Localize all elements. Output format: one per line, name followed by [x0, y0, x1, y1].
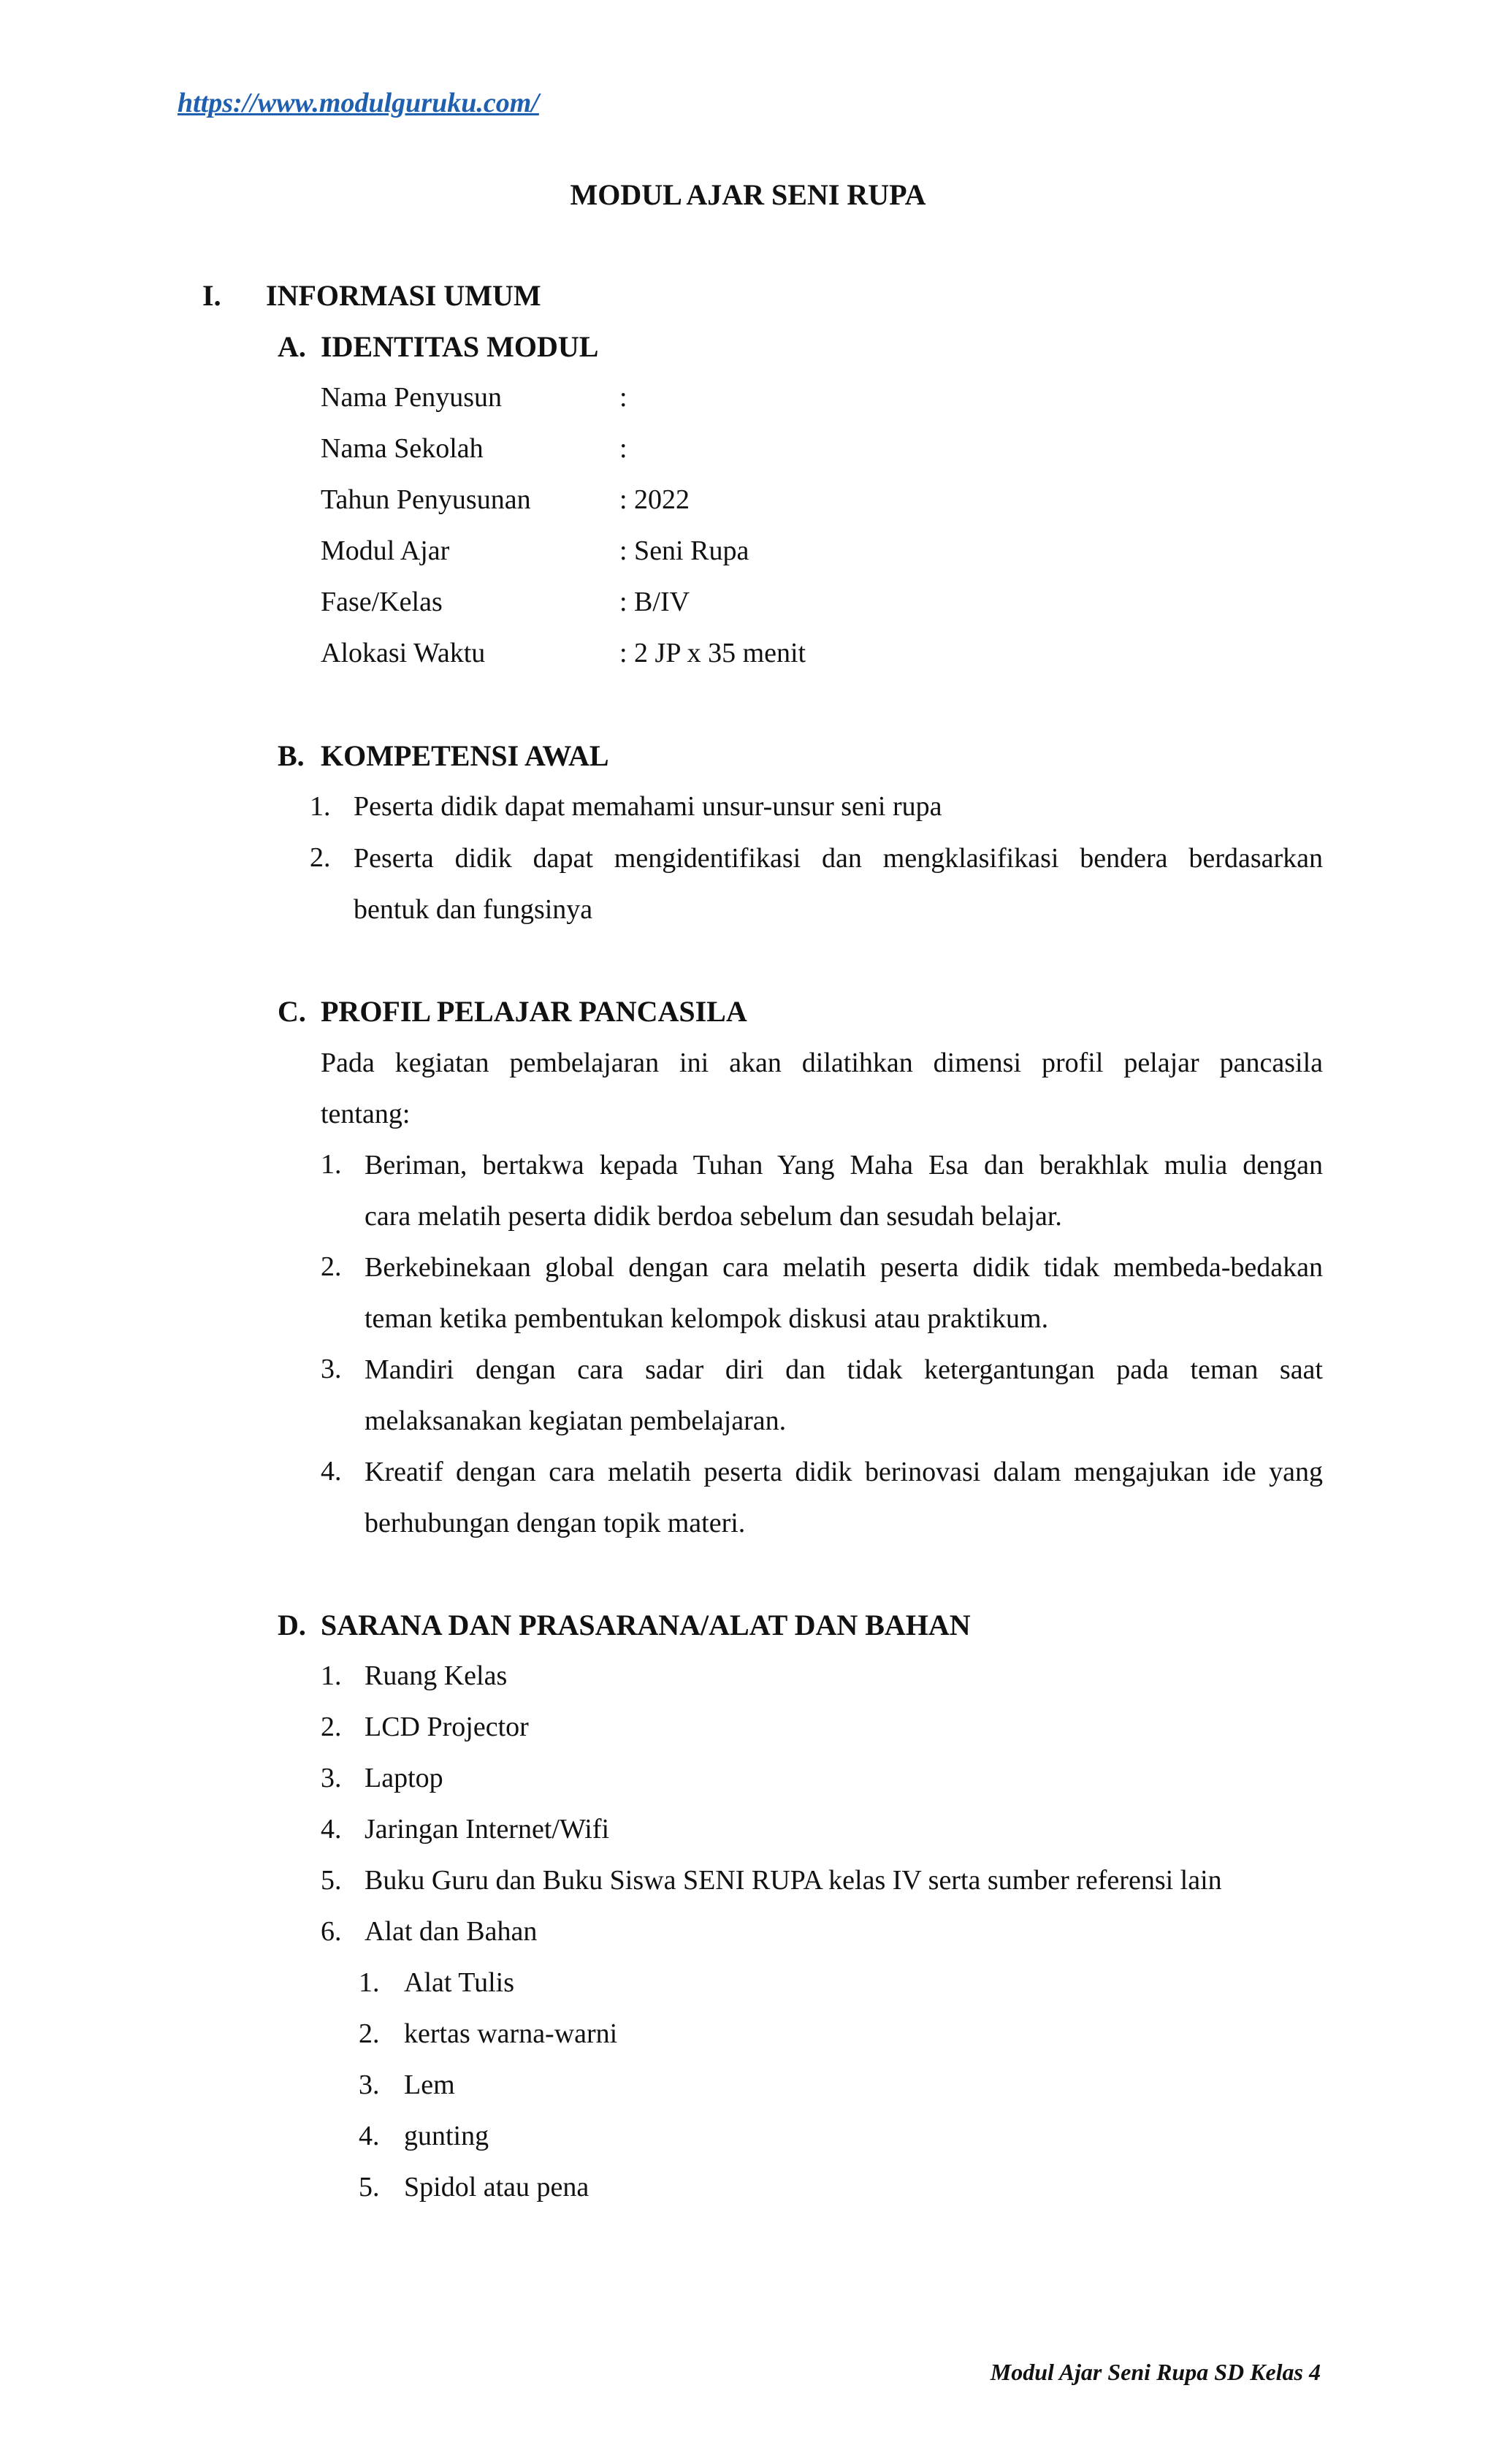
list-number: 3. — [321, 1763, 342, 1793]
list-item-text: LCD Projector — [365, 1712, 529, 1742]
sublist-item-text: gunting — [404, 2121, 489, 2151]
subsection-letter: B. — [278, 739, 305, 772]
list-item-text: Buku Guru dan Buku Siswa SENI RUPA kelas IV serta sumber referensi lain — [365, 1865, 1222, 1896]
identity-label: Alokasi Waktu — [321, 638, 486, 668]
list-number: 2. — [321, 1251, 342, 1282]
text-line: Berkebinekaan global dengan cara melatih peserta didik tidak membeda-bedakan — [365, 1252, 1323, 1283]
sublist-number: 1. — [359, 1967, 380, 1998]
text-line: Kreatif dengan cara melatih peserta didik berinovasi dalam mengajukan ide yang — [365, 1457, 1323, 1487]
list-number: 1. — [321, 1149, 342, 1180]
text-line: berhubungan dengan topik materi. — [365, 1508, 746, 1538]
list-number: 5. — [321, 1865, 342, 1896]
subsection-title: SARANA DAN PRASARANA/ALAT DAN BAHAN — [321, 1609, 971, 1641]
sublist-item-text: Alat Tulis — [404, 1967, 515, 1998]
list-item-text — [354, 833, 1323, 935]
page-footer: Modul Ajar Seni Rupa SD Kelas 4 — [990, 2359, 1321, 2385]
text-line: melaksanakan kegiatan pembelajaran. — [365, 1405, 787, 1436]
identity-label: Tahun Penyusunan — [321, 484, 531, 515]
list-number: 3. — [321, 1354, 342, 1384]
list-number: 1. — [321, 1660, 342, 1691]
subsection-letter: C. — [278, 995, 306, 1028]
list-number: 4. — [321, 1456, 342, 1487]
list-item-text: Alat dan Bahan — [365, 1916, 538, 1947]
text-line: tentang: — [321, 1099, 411, 1129]
identity-label: Nama Sekolah — [321, 433, 484, 464]
text-line: cara melatih peserta didik berdoa sebelum dan sesudah belajar. — [365, 1201, 1062, 1232]
sublist-item-text: Lem — [404, 2070, 455, 2100]
identity-label: Nama Penyusun — [321, 382, 503, 413]
list-item-text — [365, 1140, 1323, 1242]
list-number: 2. — [310, 842, 331, 873]
list-item-text — [365, 1344, 1323, 1446]
document-title: MODUL AJAR SENI RUPA — [570, 178, 926, 211]
list-number: 4. — [321, 1814, 342, 1845]
identity-value: : — [619, 433, 627, 464]
identity-value: : — [619, 382, 627, 413]
sublist-item-text: kertas warna-warni — [404, 2018, 618, 2049]
text-line: teman ketika pembentukan kelompok diskusi atau praktikum. — [365, 1303, 1049, 1334]
subsection-letter: D. — [278, 1609, 306, 1641]
subsection-title: PROFIL PELAJAR PANCASILA — [321, 995, 747, 1028]
identity-label: Modul Ajar — [321, 535, 450, 566]
sublist-item-text: Spidol atau pena — [404, 2172, 589, 2202]
header-url-link[interactable]: https://www.modulguruku.com/ — [178, 88, 539, 118]
sublist-number: 4. — [359, 2121, 380, 2151]
text-line: Beriman, bertakwa kepada Tuhan Yang Maha Esa dan berakhlak mulia dengan — [365, 1150, 1323, 1180]
list-number: 2. — [321, 1712, 342, 1742]
section-number: I. — [202, 279, 221, 312]
text-line: Mandiri dengan cara sadar diri dan tidak ketergantungan pada teman saat — [365, 1354, 1323, 1385]
list-item-text: Jaringan Internet/Wifi — [365, 1814, 610, 1845]
identity-value: : Seni Rupa — [619, 535, 749, 566]
text-line: Pada kegiatan pembelajaran ini akan dilatihkan dimensi profil pelajar pancasila — [321, 1048, 1323, 1078]
sublist-number: 3. — [359, 2070, 380, 2100]
list-item-text: Laptop — [365, 1763, 443, 1793]
list-item-text: Peserta didik dapat memahami unsur-unsur seni rupa — [354, 791, 942, 822]
subsection-letter: A. — [278, 330, 306, 363]
subsection-title: KOMPETENSI AWAL — [321, 739, 609, 772]
identity-value: : B/IV — [619, 587, 690, 617]
list-number: 1. — [310, 791, 331, 822]
section-title: INFORMASI UMUM — [266, 279, 541, 312]
list-number: 6. — [321, 1916, 342, 1947]
identity-label: Fase/Kelas — [321, 587, 443, 617]
list-item-text — [365, 1242, 1323, 1344]
list-item-text: Ruang Kelas — [365, 1660, 508, 1691]
text-line: bentuk dan fungsinya — [354, 894, 593, 925]
identity-value: : 2022 — [619, 484, 690, 515]
intro-paragraph — [321, 1037, 1323, 1140]
list-item-text — [365, 1446, 1323, 1549]
identity-value: : 2 JP x 35 menit — [619, 638, 806, 668]
text-line: Peserta didik dapat mengidentifikasi dan mengklasifikasi bendera berdasarkan — [354, 843, 1323, 874]
sublist-number: 2. — [359, 2018, 380, 2049]
subsection-title: IDENTITAS MODUL — [321, 330, 599, 363]
sublist-number: 5. — [359, 2172, 380, 2202]
